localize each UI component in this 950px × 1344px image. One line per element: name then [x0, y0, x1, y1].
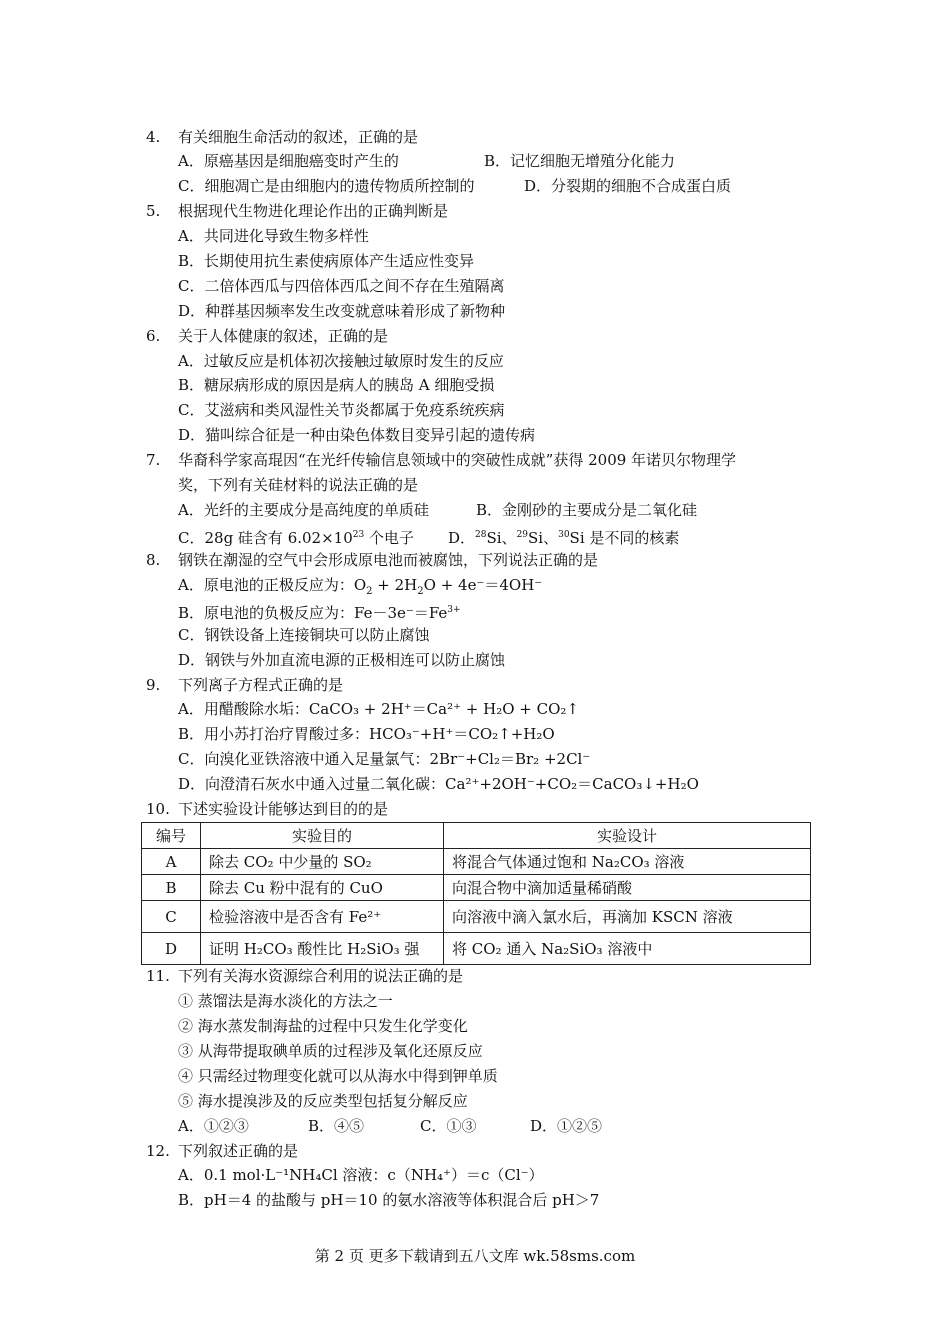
option-b: B．金刚砂的主要成分是二氧化硅	[476, 501, 698, 519]
isotope: Si、	[528, 529, 559, 547]
superscript: 23	[352, 530, 365, 540]
question-number: 5.	[146, 202, 161, 220]
cell-goal: 检验溶液中是否含有 Fe²⁺	[201, 901, 444, 933]
option-b-text: B．原电池的负极反应为：Fe－3e⁻＝Fe	[178, 604, 448, 622]
statement-2: ② 海水蒸发制海盐的过程中只发生化学变化	[178, 1017, 468, 1035]
cell-goal: 证明 H₂CO₃ 酸性比 H₂SiO₃ 强	[201, 933, 444, 965]
option-d	[448, 525, 679, 548]
table-row	[142, 933, 811, 965]
option-d: D．分裂期的细胞不合成蛋白质	[524, 177, 732, 195]
cell-design: 向溶液中滴入氯水后，再滴加 KSCN 溶液	[444, 901, 811, 933]
option-a	[178, 575, 542, 602]
option-c: C．钢铁设备上连接铜块可以防止腐蚀	[178, 626, 430, 644]
option-c: C．艾滋病和类风湿性关节炎都属于免疫系统疾病	[178, 401, 505, 419]
cell-design: 将 CO₂ 通入 Na₂SiO₃ 溶液中	[444, 933, 811, 965]
option-a: A．0.1 mol·L⁻¹NH₄Cl 溶液：c（NH₄⁺）＝c（Cl⁻）	[178, 1166, 544, 1184]
question-number: 6.	[146, 327, 161, 345]
statement-3: ③ 从海带提取碘单质的过程涉及氧化还原反应	[178, 1042, 483, 1060]
table-row	[142, 875, 811, 901]
header-goal: 实验目的	[201, 823, 444, 849]
question-number: 12.	[146, 1142, 170, 1160]
option-d-label: D．	[448, 529, 476, 547]
option-a-text: A．原电池的正极反应为：O	[178, 576, 367, 594]
cell-design: 将混合气体通过饱和 Na₂CO₃ 溶液	[444, 849, 811, 875]
question-stem: 下述实验设计能够达到目的的是	[178, 800, 389, 818]
table-row	[142, 901, 811, 933]
subscript: 2	[366, 586, 373, 597]
option-a: A．原癌基因是细胞癌变时产生的	[178, 152, 399, 170]
option-c: C．①③	[420, 1117, 477, 1135]
option-b: B．记忆细胞无增殖分化能力	[484, 152, 676, 170]
mass-number: 29	[516, 530, 529, 540]
table-header-row	[142, 823, 811, 849]
option-d: D．①②⑤	[530, 1117, 603, 1135]
statement-4: ④ 只需经过物理变化就可以从海水中得到钾单质	[178, 1067, 498, 1085]
isotope: Si 是不同的核素	[569, 529, 680, 547]
subscript: 2	[417, 586, 424, 597]
question-stem-line2: 奖，下列有关硅材料的说法正确的是	[178, 476, 419, 494]
statement-1: ① 蒸馏法是海水淡化的方法之一	[178, 992, 393, 1010]
table-row	[142, 849, 811, 875]
option-c-text: C．28g 硅含有 6.02×10	[178, 529, 353, 547]
cell-goal: 除去 CO₂ 中少量的 SO₂	[201, 849, 444, 875]
option-a-text: O + 4e⁻＝4OH⁻	[423, 576, 543, 594]
question-number: 8.	[146, 551, 161, 569]
header-design: 实验设计	[444, 823, 811, 849]
question-number: 7.	[146, 451, 161, 469]
question-stem: 有关细胞生命活动的叙述，正确的是	[178, 128, 419, 146]
option-a: A．光纤的主要成分是高纯度的单质硅	[178, 501, 429, 519]
cell-design: 向混合物中滴加适量稀硝酸	[444, 875, 811, 901]
option-b: B．④⑤	[308, 1117, 365, 1135]
option-c: C．二倍体西瓜与四倍体西瓜之间不存在生殖隔离	[178, 277, 505, 295]
question-stem: 根据现代生物进化理论作出的正确判断是	[178, 202, 449, 220]
page-footer: 第 2 页 更多下载请到五八文库 wk.58sms.com	[314, 1247, 636, 1265]
question-stem: 下列有关海水资源综合利用的说法正确的是	[178, 967, 464, 985]
mass-number: 30	[558, 530, 570, 540]
cell-id: D	[142, 933, 201, 965]
option-b: B．长期使用抗生素使病原体产生适应性变异	[178, 252, 475, 270]
question-stem: 钢铁在潮湿的空气中会形成原电池而被腐蚀，下列说法正确的是	[178, 551, 599, 569]
question-number: 4.	[146, 128, 161, 146]
option-d: D．钢铁与外加直流电源的正极相连可以防止腐蚀	[178, 651, 506, 669]
statement-5: ⑤ 海水提溴涉及的反应类型包括复分解反应	[178, 1092, 468, 1110]
option-b: B．pH＝4 的盐酸与 pH＝10 的氨水溶液等体积混合后 pH＞7	[178, 1191, 600, 1209]
question-number: 9.	[146, 676, 161, 694]
question-stem: 下列叙述正确的是	[178, 1142, 299, 1160]
option-a: A．①②③	[178, 1117, 249, 1135]
mass-number: 28	[475, 530, 487, 540]
cell-id: A	[142, 849, 201, 875]
option-b	[178, 600, 461, 623]
option-c: C．向溴化亚铁溶液中通入足量氯气：2Br⁻+Cl₂＝Br₂ +2Cl⁻	[178, 750, 591, 768]
option-a: A．用醋酸除水垢：CaCO₃ + 2H⁺＝Ca²⁺ + H₂O + CO₂↑	[178, 700, 579, 718]
header-id: 编号	[142, 823, 201, 849]
question-stem: 下列离子方程式正确的是	[178, 676, 344, 694]
option-d: D．向澄清石灰水中通入过量二氧化碳：Ca²⁺+2OH⁻+CO₂＝CaCO₃↓+H₂O	[178, 775, 699, 793]
question-number: 11.	[146, 967, 170, 985]
option-d: D．种群基因频率发生改变就意味着形成了新物种	[178, 302, 506, 320]
superscript: 3+	[447, 605, 461, 615]
option-c: C．细胞凋亡是由细胞内的遗传物质所控制的	[178, 177, 475, 195]
question-stem-line1: 华裔科学家高琨因“在光纤传输信息领域中的突破性成就”获得 2009 年诺贝尔物理学	[178, 451, 737, 469]
option-a-text: + 2H	[372, 576, 418, 594]
question-number: 10.	[146, 800, 170, 818]
option-b: B．糖尿病形成的原因是病人的胰岛 A 细胞受损	[178, 376, 495, 394]
cell-goal: 除去 Cu 粉中混有的 CuO	[201, 875, 444, 901]
isotope: Si、	[486, 529, 517, 547]
option-a: A．过敏反应是机体初次接触过敏原时发生的反应	[178, 352, 504, 370]
experiment-table	[141, 822, 811, 965]
question-stem: 关于人体健康的叙述，正确的是	[178, 327, 389, 345]
option-d: D．猫叫综合征是一种由染色体数目变异引起的遗传病	[178, 426, 536, 444]
option-c-text-end: 个电子	[364, 529, 414, 547]
cell-id: B	[142, 875, 201, 901]
option-c	[178, 525, 414, 548]
option-a: A．共同进化导致生物多样性	[178, 227, 369, 245]
cell-id: C	[142, 901, 201, 933]
option-b: B．用小苏打治疗胃酸过多：HCO₃⁻+H⁺＝CO₂↑+H₂O	[178, 725, 555, 743]
